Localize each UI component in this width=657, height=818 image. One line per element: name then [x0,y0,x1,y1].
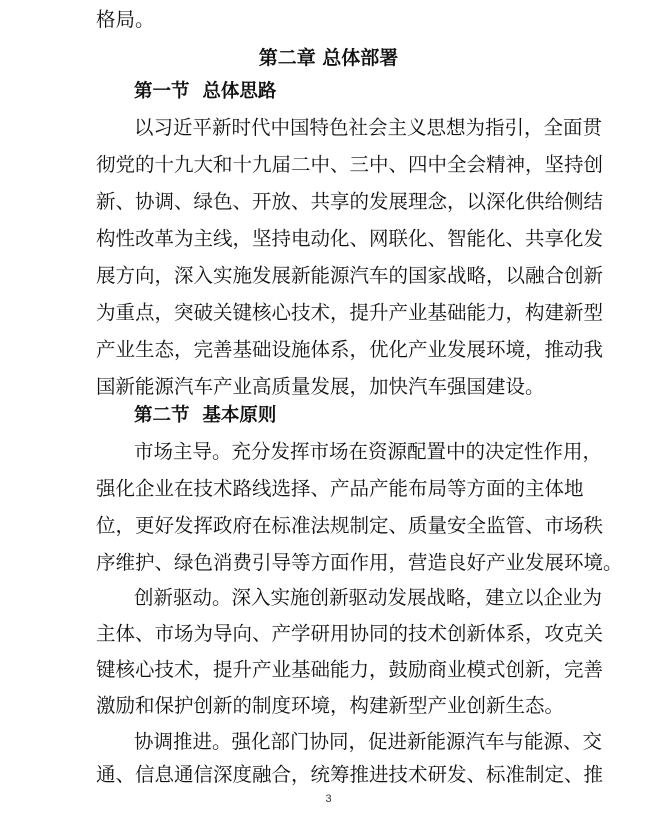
paragraph-line: 键核心技术，提升产业基础能力，鼓励商业模式创新，完善 [96,658,604,681]
paragraph-line: 构性改革为主线，坚持电动化、网联化、智能化、共享化发 [96,227,604,250]
paragraph-line: 创新驱动。深入实施创新驱动发展战略，建立以企业为 [134,586,603,609]
paragraph-line: 主体、市场为导向、产学研用协同的技术创新体系，攻克关 [96,622,604,645]
paragraph-line: 序维护、绿色消费引导等方面作用，营造良好产业发展环境。 [96,551,623,574]
paragraph-line: 产业生态，完善基础设施体系，优化产业发展环境，推动我 [96,338,604,361]
section-title-basic-principles: 第二节 基本原则 [134,405,277,426]
paragraph-line: 强化企业在技术路线选择、产品产能布局等方面的主体地 [96,477,584,500]
chapter-title: 第二章 总体部署 [258,47,399,69]
paragraph-line: 通、信息通信深度融合，统筹推进技术研发、标准制定、推 [96,763,604,786]
paragraph-line: 新、协调、绿色、开放、共享的发展理念，以深化供给侧结 [96,190,604,213]
paragraph-line: 位，更好发挥政府在标准法规制定、质量安全监管、市场秩 [96,514,604,537]
paragraph-line: 以习近平新时代中国特色社会主义思想为指引，全面贯 [134,116,603,139]
paragraph-line: 为重点，突破关键核心技术，提升产业基础能力，构建新型 [96,301,604,324]
paragraph-line: 激励和保护创新的制度环境，构建新型产业创新生态。 [96,694,565,717]
paragraph-line: 市场主导。充分发挥市场在资源配置中的决定性作用， [134,440,603,463]
intro-line: 格局。 [96,8,155,31]
paragraph-line: 国新能源汽车产业高质量发展，加快汽车强国建设。 [96,375,545,398]
paragraph-line: 彻党的十九大和十九届二中、三中、四中全会精神，坚持创 [96,153,604,176]
section-title-overall-approach: 第一节 总体思路 [134,81,277,102]
paragraph-line: 协调推进。强化部门协同，促进新能源汽车与能源、交 [134,730,603,753]
page-number: 3 [325,793,332,805]
paragraph-line: 展方向，深入实施发展新能源汽车的国家战略，以融合创新 [96,264,604,287]
